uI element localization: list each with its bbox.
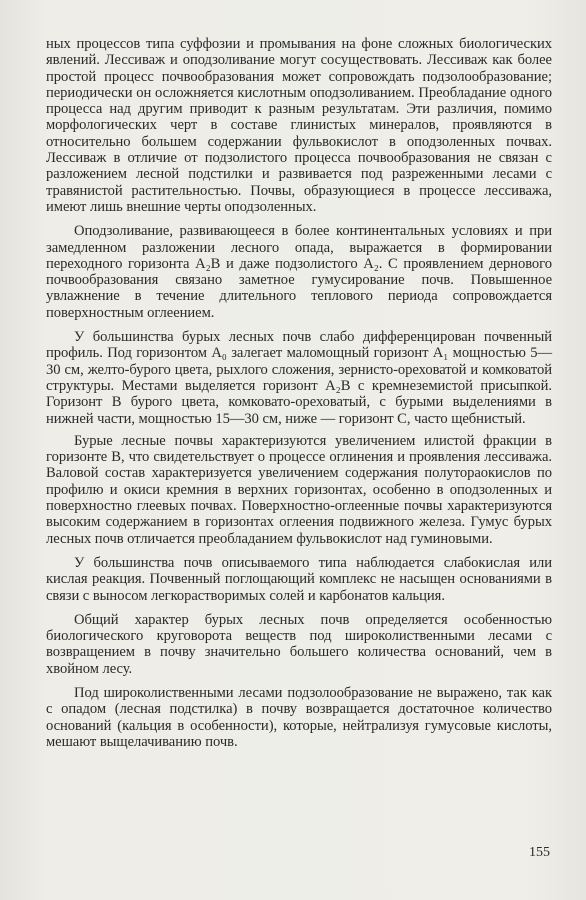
page-number: 155 [529,845,550,860]
paragraph-7: Под широколиственными лесами подзолообразование не выражено, так как с опадом (лесная подстилка) в почву возвращается достаточное количество оснований (кальция в особенности), которые, нейтрализуя гумусовые кислоты, мешают выщелачиванию почв. [46,684,552,750]
paragraph-3: У большинства бурых лесных почв слабо дифференцирован почвенный профиль. Под горизонтом A₀ залегает маломощный горизонт A₁ мощностью 5—30 см, желто-бурого цвета, рыхлого сложения, зернисто-ореховатой и комковатой структуры. Местами выделяется горизонт A₂B с кремнеземистой присыпкой. Горизонт B бурого цвета, комковато-ореховатый, с бурыми выделениями в нижней части, мощностью 15—30 см, ниже — горизонт C, часто щебнистый. [46,329,552,427]
paragraph-2: Оподзоливание, развивающееся в более континентальных условиях и при замедленном разложении лесного опада, выражается в формировании переходного горизонта A₂B и даже подзолистого A₂. С проявлением дернового почвообразования связано заметное гумусирование почв. Повышенное увлажнение в течение длительного теплового периода сопровождается поверхностным оглеением. [46,223,552,321]
paragraph-5: У большинства почв описываемого типа наблюдается слабокислая или кислая реакция. Почвенный поглощающий комплекс не насыщен основаниями в связи с выносом легкорастворимых солей и карбонатов кальция. [46,554,552,604]
paragraph-1: ных процессов типа суффозии и промывания на фоне сложных биологических явлений. Лессиваж и оподзоливание могут сосуществовать. Лессиваж как более простой процесс почвообразования может сопровождать подзолообразование; периодически он осложняется кислотным оподзоливанием. Преобладание одного процесса над другим приводит к разным результатам. Эти различия, помимо морфологических черт в составе глинистых минералов, проявляются в относительно большем содержании фульвокислот в оподзоленных почвах. Лессиваж в отличие от подзолистого процесса почвообразования не связан с разложением лесной подстилки и развивается под разреженными лесами с травянистой растительностью. Почвы, образующиеся в процессе лессиважа, имеют лишь внешние черты оподзоленных. [46,36,552,215]
paragraph-6: Общий характер бурых лесных почв определяется особенностью биологического круговорота веществ под широколиственными лесами с возвращением в почву значительно большего количества оснований, чем в хвойном лесу. [46,611,552,677]
paragraph-4: Бурые лесные почвы характеризуются увеличением илистой фракции в горизонте B, что свидетельствует о процессе оглинения и проявления лессиважа. Валовой состав характеризуется увеличением содержания полутораокислов по профилю и окиси кремния в верхних горизонтах, особенно в оподзоленных и поверхностно глеевых почвах. Поверхностно-оглеенные почвы характеризуются высоким содержанием в горизонтах оглеения подвижного железа. Гумус бурых лесных почв отличается преобладанием фульвокислот над гуминовыми. [46,432,552,547]
